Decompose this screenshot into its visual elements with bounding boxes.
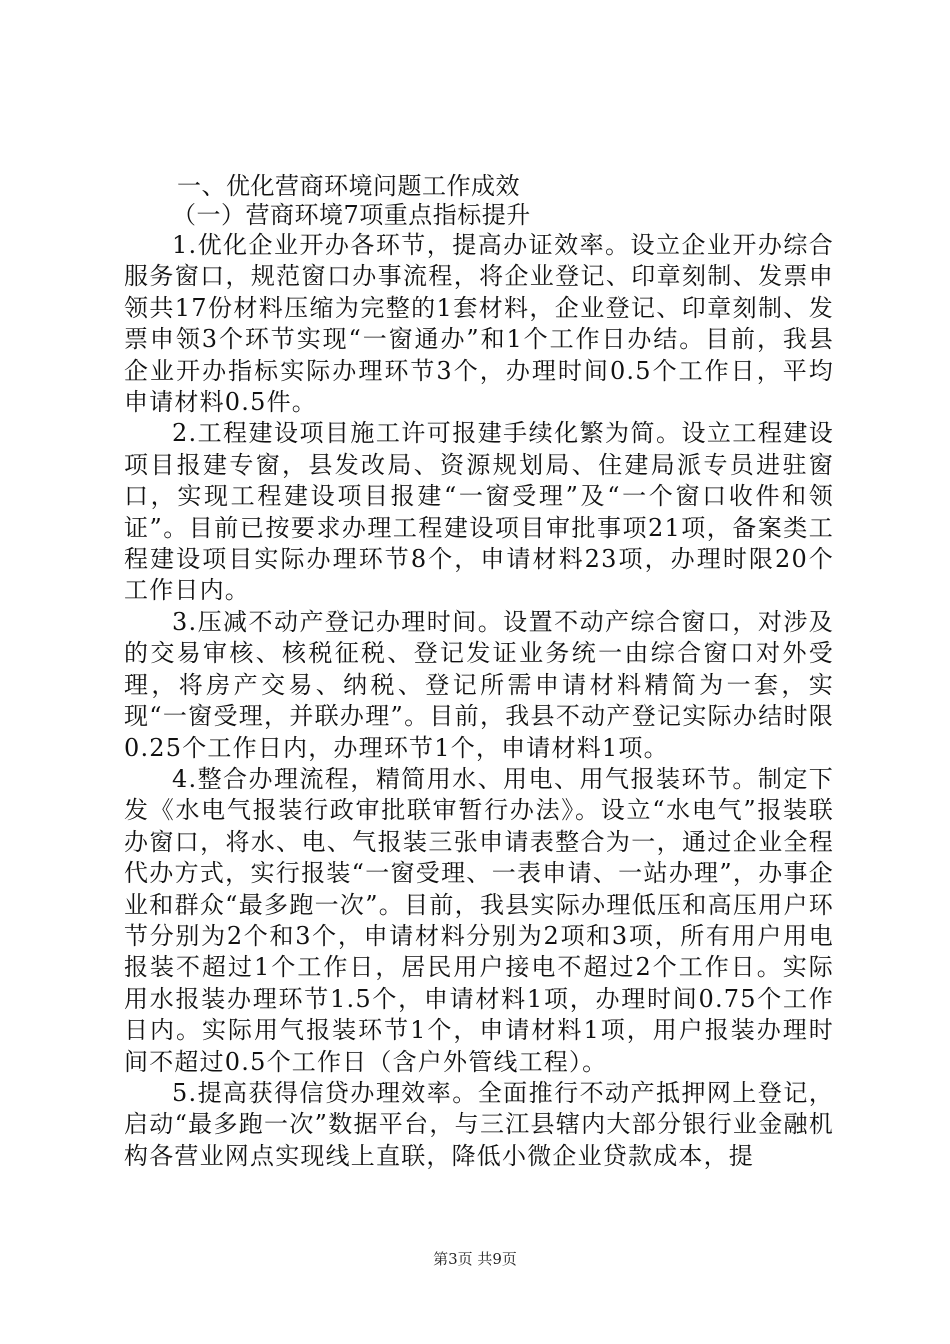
paragraph-4: 4.整合办理流程，精简用水、用电、用气报装环节。制定下发《水电气报装行政审批联审暂行办法》。设立“水电气”报装联办窗口，将水、电、气报装三张申请表整合为一，通过企业全程代办方式，实行报装“一窗受理、一表申请、一站办理”，办事企业和群众“最多跑一次”。目前，我县实际办理低压和高压用户环节分别为2个和3个，申请材料分别为2项和3项，所有用户用电报装不超过1个工作日，居民用户接电不超过2个工作日。实际用水报装办理环节1.5个，申请材料1项，办理时间0.75个工作日内。实际用气报装环节1个，申请材料1项，用户报装办理时间不超过0.5个工作日（含户外管线工程）。 [124,764,834,1076]
paragraph-3: 3.压减不动产登记办理时间。设置不动产综合窗口，对涉及的交易审核、核税征税、登记发证业务统一由综合窗口对外受理，将房产交易、纳税、登记所需申请材料精简为一套，实现“一窗受理，并联办理”。目前，我县不动产登记实际办结时限0.25个工作日内，办理环节1个，申请材料1项。 [124,607,834,762]
document-body [124,172,834,1172]
paragraph-1: 1.优化企业开办各环节，提高办证效率。设立企业开办综合服务窗口，规范窗口办事流程，将企业登记、印章刻制、发票申领共17份材料压缩为完整的1套材料，企业登记、印章刻制、发票申领3个环节实现“一窗通办”和1个工作日办结。目前，我县企业开办指标实际办理环节3个，办理时间0.5个工作日，平均申请材料0.5件。 [124,231,834,417]
subsection-heading: （一）营商环境7项重点指标提升 [172,201,531,229]
paragraph-2: 2.工程建设项目施工许可报建手续化繁为简。设立工程建设项目报建专窗，县发改局、资源规划局、住建局派专员进驻窗口，实现工程建设项目报建“一窗受理”及“一个窗口收件和领证”。目前已按要求办理工程建设项目审批事项21项，备案类工程建设项目实际办理环节8个，申请材料23项，办理时限20个工作日内。 [124,419,834,605]
paragraph-5: 5.提高获得信贷办理效率。全面推行不动产抵押网上登记，启动“最多跑一次”数据平台，与三江县辖内大部分银行业金融机构各营业网点实现线上直联，降低小微企业贷款成本，提 [124,1078,834,1170]
page-footer: 第3页 共9页 [433,1250,517,1268]
section-heading: 一、优化营商环境问题工作成效 [177,172,520,200]
